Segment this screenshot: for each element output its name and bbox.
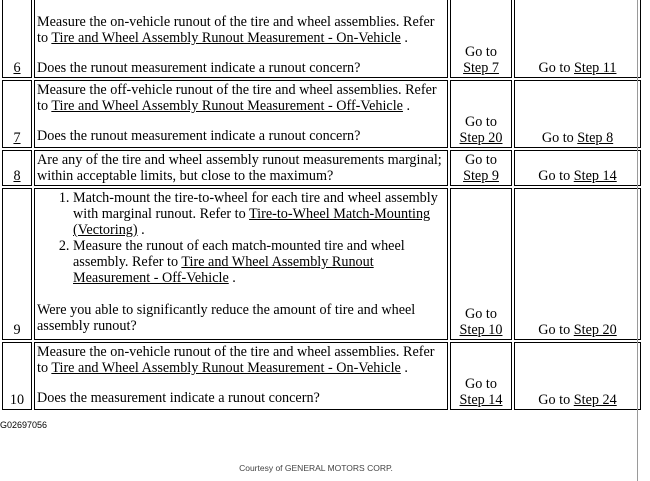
goto-step-link[interactable]: Step 20 [459,130,503,146]
no-cell: Go to Step 11 [514,0,641,78]
action-cell: Measure the on-vehicle runout of the tire and wheel assemblies. Refer to Tire and Wheel Assembly Runout Measurement - On-Vehicle . Does the measurement indicate a runout concern? [34,342,448,410]
goto-step-link[interactable]: Step 7 [463,60,499,76]
yes-cell: Go to Step 14 [450,342,512,410]
question-text: Does the measurement indicate a runout concern? [37,390,320,406]
goto-step-link[interactable]: Step 14 [459,392,503,408]
question-text: Does the runout measurement indicate a runout concern? [37,60,361,76]
goto-step-link[interactable]: Step 20 [573,322,617,338]
question-text: Does the runout measurement indicate a runout concern? [37,128,361,144]
yes-cell: Go to Step 7 [450,0,512,78]
table-row [2,80,641,148]
procedure-link[interactable]: Tire and Wheel Assembly Runout Measurement - On-Vehicle [51,360,401,376]
action-cell [34,150,448,186]
goto-step-link[interactable]: Step 24 [573,392,617,408]
no-cell: Go to Step 14 [514,150,641,186]
action-cell: Measure the off-vehicle runout of the tire and wheel assemblies. Refer to Tire and Wheel Assembly Runout Measurement - Off-Vehicle . Does the runout measurement indicate a runout concern? [34,80,448,148]
procedure-link[interactable]: Tire and Wheel Assembly Runout Measurement - Off-Vehicle [73,254,374,286]
goto-step-link[interactable]: Step 14 [573,168,617,184]
page-edge-divider [637,0,638,481]
goto-step-link[interactable]: Step 10 [459,322,503,338]
no-cell: Go to Step 20 [514,188,641,340]
goto-step-link[interactable]: Step 11 [574,60,617,76]
step-number: 10 [2,342,32,410]
procedure-link[interactable]: Tire-to-Wheel Match-Mounting (Vectoring) [73,206,431,238]
table-row [2,342,641,410]
step-number: 9 [2,188,32,340]
table-row [2,188,641,340]
no-cell: Go to Step 24 [514,342,641,410]
table-row [2,150,641,186]
goto-step-link[interactable]: Step 8 [577,130,614,146]
step-number: 7 [2,80,32,148]
yes-cell: Go to Step 9 [450,150,512,186]
step-number: 6 [2,0,32,78]
goto-step-link[interactable]: Step 9 [463,168,499,184]
figure-code: G02697056 [0,420,48,430]
table-row [2,0,641,78]
list-item: 2. Measure the runout of each match-mounted tire and wheel assembly. Refer to Tire and Wheel Assembly Runout Measurement - Off-Vehicle . [73,238,445,286]
action-cell [34,188,448,340]
procedure-link[interactable]: Tire and Wheel Assembly Runout Measurement - Off-Vehicle [51,98,403,114]
action-cell: Measure the on-vehicle runout of the tire and wheel assemblies. Refer to Tire and Wheel Assembly Runout Measurement - On-Vehicle . Does the runout measurement indicate a runout concern? [34,0,448,78]
question-text: Were you able to significantly reduce the amount of tire and wheel assembly runout? [37,302,416,334]
step-number: 8 [2,150,32,186]
yes-cell: Go to Step 20 [450,80,512,148]
courtesy-credit: Courtesy of GENERAL MOTORS CORP. [239,463,393,473]
no-cell: Go to Step 8 [514,80,641,148]
action-list [37,190,445,286]
procedure-link[interactable]: Tire and Wheel Assembly Runout Measurement - On-Vehicle [51,30,401,46]
yes-cell: Go to Step 10 [450,188,512,340]
question-text: Are any of the tire and wheel assembly runout measurements marginal; within acceptable limits, but close to the maximum? [37,152,442,184]
list-item: 1. Match-mount the tire-to-wheel for each tire and wheel assembly with marginal runout. Refer to Tire-to-Wheel Match-Mounting (Vectoring) . [73,190,445,238]
